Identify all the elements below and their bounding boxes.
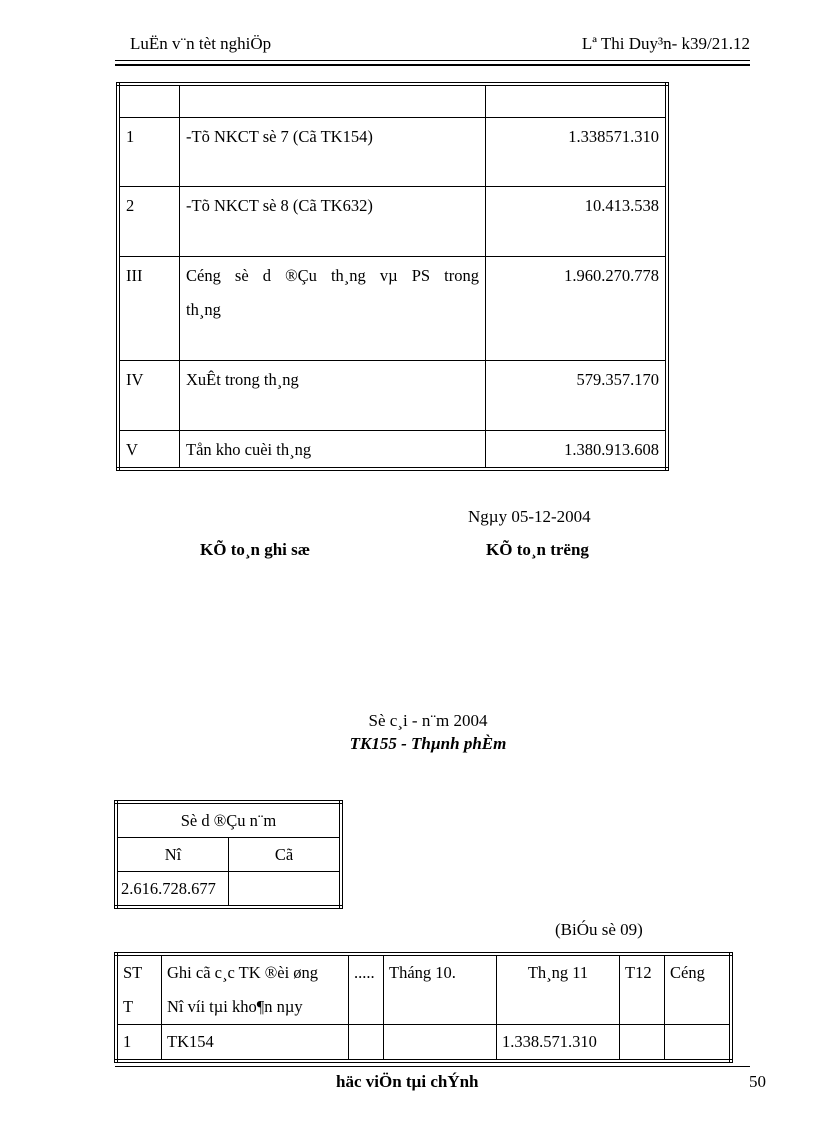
cell-desc: [180, 256, 486, 360]
cell-desc: TK154: [162, 1025, 349, 1062]
header-month-11: Th¸ng 11: [497, 954, 620, 1025]
cell-month-12: [620, 1025, 665, 1062]
cell-amount: 1.380.913.608: [486, 430, 668, 469]
signature-bookkeeper: KÕ to¸n ghi sæ: [200, 540, 311, 559]
header-month-12: T12: [620, 954, 665, 1025]
cell-desc: -Tõ NKCT sè 8 (Cã TK632): [180, 186, 486, 256]
cell-total: [665, 1025, 732, 1062]
ledger-detail-table: [114, 952, 733, 1063]
ledger-title-text: Sè c¸i - n¨m 2004: [368, 711, 488, 730]
desc-line-1: Céng sè d ®Çu th¸ng vµ PS trong: [186, 265, 479, 285]
col-debit: Nî: [116, 838, 229, 872]
cell-amount: [486, 84, 668, 117]
cell-desc: Tån kho cuèi th¸ng: [180, 430, 486, 469]
cell-no: 2: [118, 186, 180, 256]
header-right-author: Lª Thi Duy³n- k39/21.12: [581, 34, 750, 53]
page-number: 50: [749, 1072, 766, 1091]
header-rule-thick: [115, 64, 750, 66]
inventory-summary-table: [116, 82, 669, 471]
opening-balance-header: Sè d ®Çu n¨m: [116, 802, 341, 838]
cell-no: [118, 84, 180, 117]
table-header-row: [116, 954, 731, 1025]
footer-rule: [115, 1066, 750, 1067]
form-number-note: (BiÓu sè 09): [555, 920, 643, 939]
footer-institution: häc viÖn tµi chÝnh: [336, 1072, 479, 1091]
cell-no: III: [118, 256, 180, 360]
cell-month-10: [384, 1025, 497, 1062]
table-row: [116, 1025, 731, 1062]
cell-desc: -Tõ NKCT sè 7 (Cã TK154): [180, 117, 486, 186]
report-date: Ngµy 05-12-2004: [468, 507, 591, 526]
cell-stt: 1: [116, 1025, 162, 1062]
signature-chief-accountant: KÕ to¸n trëng: [486, 540, 589, 559]
col-credit: Cã: [229, 838, 342, 872]
header-stt-line2: T: [123, 997, 134, 1016]
table-row: [118, 186, 667, 256]
header-rule-thin: [115, 60, 750, 61]
table-row: [116, 872, 341, 908]
ledger-subtitle: [0, 734, 816, 754]
cell-no: V: [118, 430, 180, 469]
header-stt-line1: ST: [123, 963, 143, 982]
cell-desc: XuÊt trong th¸ng: [180, 360, 486, 430]
header-desc: [162, 954, 349, 1025]
cell-amount: 10.413.538: [486, 186, 668, 256]
cell-no: 1: [118, 117, 180, 186]
cell-amount: 1.338571.310: [486, 117, 668, 186]
debit-value: 2.616.728.677: [116, 872, 229, 908]
header-desc-line2: Nî víi tµi kho¶n nµy: [167, 997, 303, 1016]
cell-amount: 579.357.170: [486, 360, 668, 430]
header-stt: [116, 954, 162, 1025]
table-row: [118, 117, 667, 186]
header-left-title: LuËn v¨n tèt nghiÖp: [130, 34, 272, 53]
ledger-subtitle-text: TK155 - Thµnh phÈm: [349, 734, 507, 753]
table-row: [118, 360, 667, 430]
header-total: Céng: [665, 954, 732, 1025]
header-desc-line1: Ghi cã c¸c TK ®èi øng: [167, 963, 319, 982]
cell-no: IV: [118, 360, 180, 430]
table-row: [116, 838, 341, 872]
ledger-title: [0, 711, 816, 731]
table-row: [118, 430, 667, 469]
table-row: [118, 84, 667, 117]
cell-dots: [349, 1025, 384, 1062]
table-row: [118, 256, 667, 360]
table-row: [116, 802, 341, 838]
cell-amount: 1.960.270.778: [486, 256, 668, 360]
header-dots: .....: [349, 954, 384, 1025]
cell-desc: [180, 84, 486, 117]
opening-balance-table: [114, 800, 343, 909]
cell-month-11: 1.338.571.310: [497, 1025, 620, 1062]
header-month-10: Tháng 10.: [384, 954, 497, 1025]
desc-line-2: th¸ng: [186, 299, 221, 319]
credit-value: [229, 872, 342, 908]
